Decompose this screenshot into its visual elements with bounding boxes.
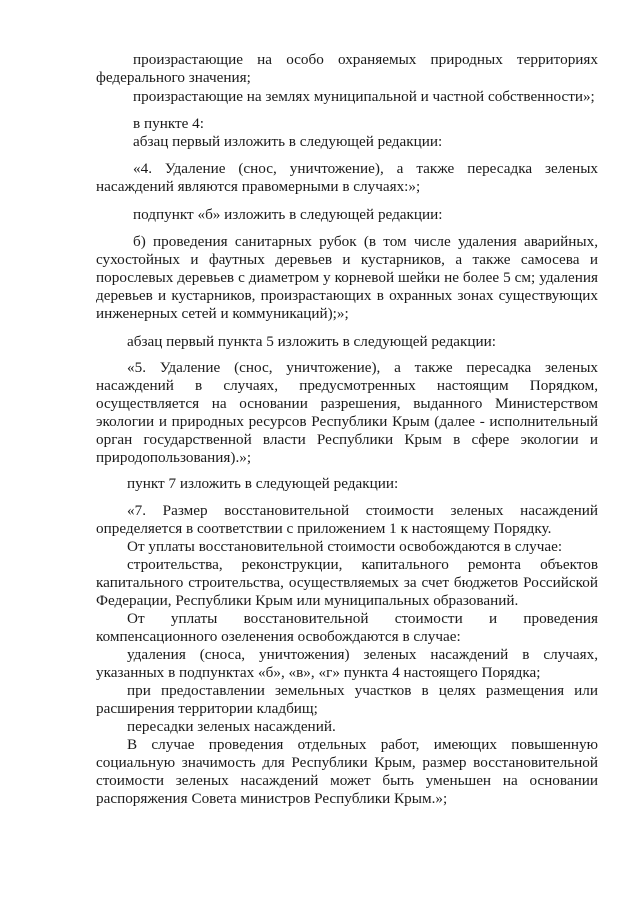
text-line: орган государственной власти Республики Крым в сфере экологии и bbox=[96, 431, 598, 448]
text-line: расширения территории кладбищ; bbox=[96, 700, 318, 717]
text-line: произрастающие на особо охраняемых природных территориях bbox=[133, 51, 598, 68]
text-line: распоряжения Совета министров Республики Крым.»; bbox=[96, 790, 448, 807]
text-line: капитального строительства, осуществляемых за счет бюджетов Российской bbox=[96, 574, 598, 591]
text-line: федерального значения; bbox=[96, 69, 251, 86]
text-line: Федерации, Республики Крым или муниципальных образований. bbox=[96, 592, 519, 609]
text-line: строительства, реконструкции, капитального ремонта объектов bbox=[127, 556, 598, 573]
text-line: сухостойных и фаутных деревьев и кустарников, а также самосева и bbox=[96, 251, 598, 268]
text-line: компенсационного озеленения освобождаются в случае: bbox=[96, 628, 461, 645]
text-line: удаления (сноса, уничтожения) зеленых насаждений в случаях, bbox=[127, 646, 598, 663]
text-line: От уплаты восстановительной стоимости освобождаются в случае: bbox=[127, 538, 563, 555]
text-line: осуществляется на основании разрешения, выданного Министерством bbox=[96, 395, 598, 412]
text-line: порослевых деревьев с диаметром у корневой шейки не более 5 см; удаления bbox=[96, 269, 598, 286]
text-line: пересадки зеленых насаждений. bbox=[127, 718, 336, 735]
text-line: экологии и природных ресурсов Республики Крым (далее - исполнительный bbox=[96, 413, 598, 430]
text-line: насаждений в случаях, предусмотренных настоящим Порядком, bbox=[96, 377, 598, 394]
text-line: пункт 7 изложить в следующей редакции: bbox=[127, 475, 399, 492]
text-line: абзац первый пункта 5 изложить в следующей редакции: bbox=[127, 333, 497, 350]
text-line: определяется в соответствии с приложением 1 к настоящему Порядку. bbox=[96, 520, 552, 537]
text-line: В случае проведения отдельных работ, имеющих повышенную bbox=[127, 736, 598, 753]
text-line: в пункте 4: bbox=[133, 115, 204, 132]
text-line: б) проведения санитарных рубок (в том числе удаления аварийных, bbox=[133, 233, 598, 250]
text-line: От уплаты восстановительной стоимости и проведения bbox=[127, 610, 598, 627]
text-line: подпункт «б» изложить в следующей редакции: bbox=[133, 206, 443, 223]
text-line: «4. Удаление (снос, уничтожение), а также пересадка зеленых bbox=[133, 160, 598, 177]
text-line: инженерных сетей и коммуникаций);»; bbox=[96, 305, 349, 322]
text-line: при предоставлении земельных участков в целях размещения или bbox=[127, 682, 598, 699]
text-line: «7. Размер восстановительной стоимости зеленых насаждений bbox=[127, 502, 598, 519]
text-line: насаждений являются правомерными в случаях:»; bbox=[96, 178, 421, 195]
text-line: абзац первый изложить в следующей редакции: bbox=[133, 133, 443, 150]
text-line: произрастающие на землях муниципальной и частной собственности»; bbox=[133, 88, 595, 105]
text-line: деревьев и кустарников, произрастающих в охранных зонах существующих bbox=[96, 287, 598, 304]
text-line: стоимости зеленых насаждений может быть уменьшен на основании bbox=[96, 772, 598, 789]
text-line: указанных в подпунктах «б», «в», «г» пункта 4 настоящего Порядка; bbox=[96, 664, 541, 681]
text-line: социальную значимость для Республики Крым, размер восстановительной bbox=[96, 754, 598, 771]
text-line: природопользования).»; bbox=[96, 449, 252, 466]
text-line: «5. Удаление (снос, уничтожение), а также пересадка зеленых bbox=[127, 359, 598, 376]
